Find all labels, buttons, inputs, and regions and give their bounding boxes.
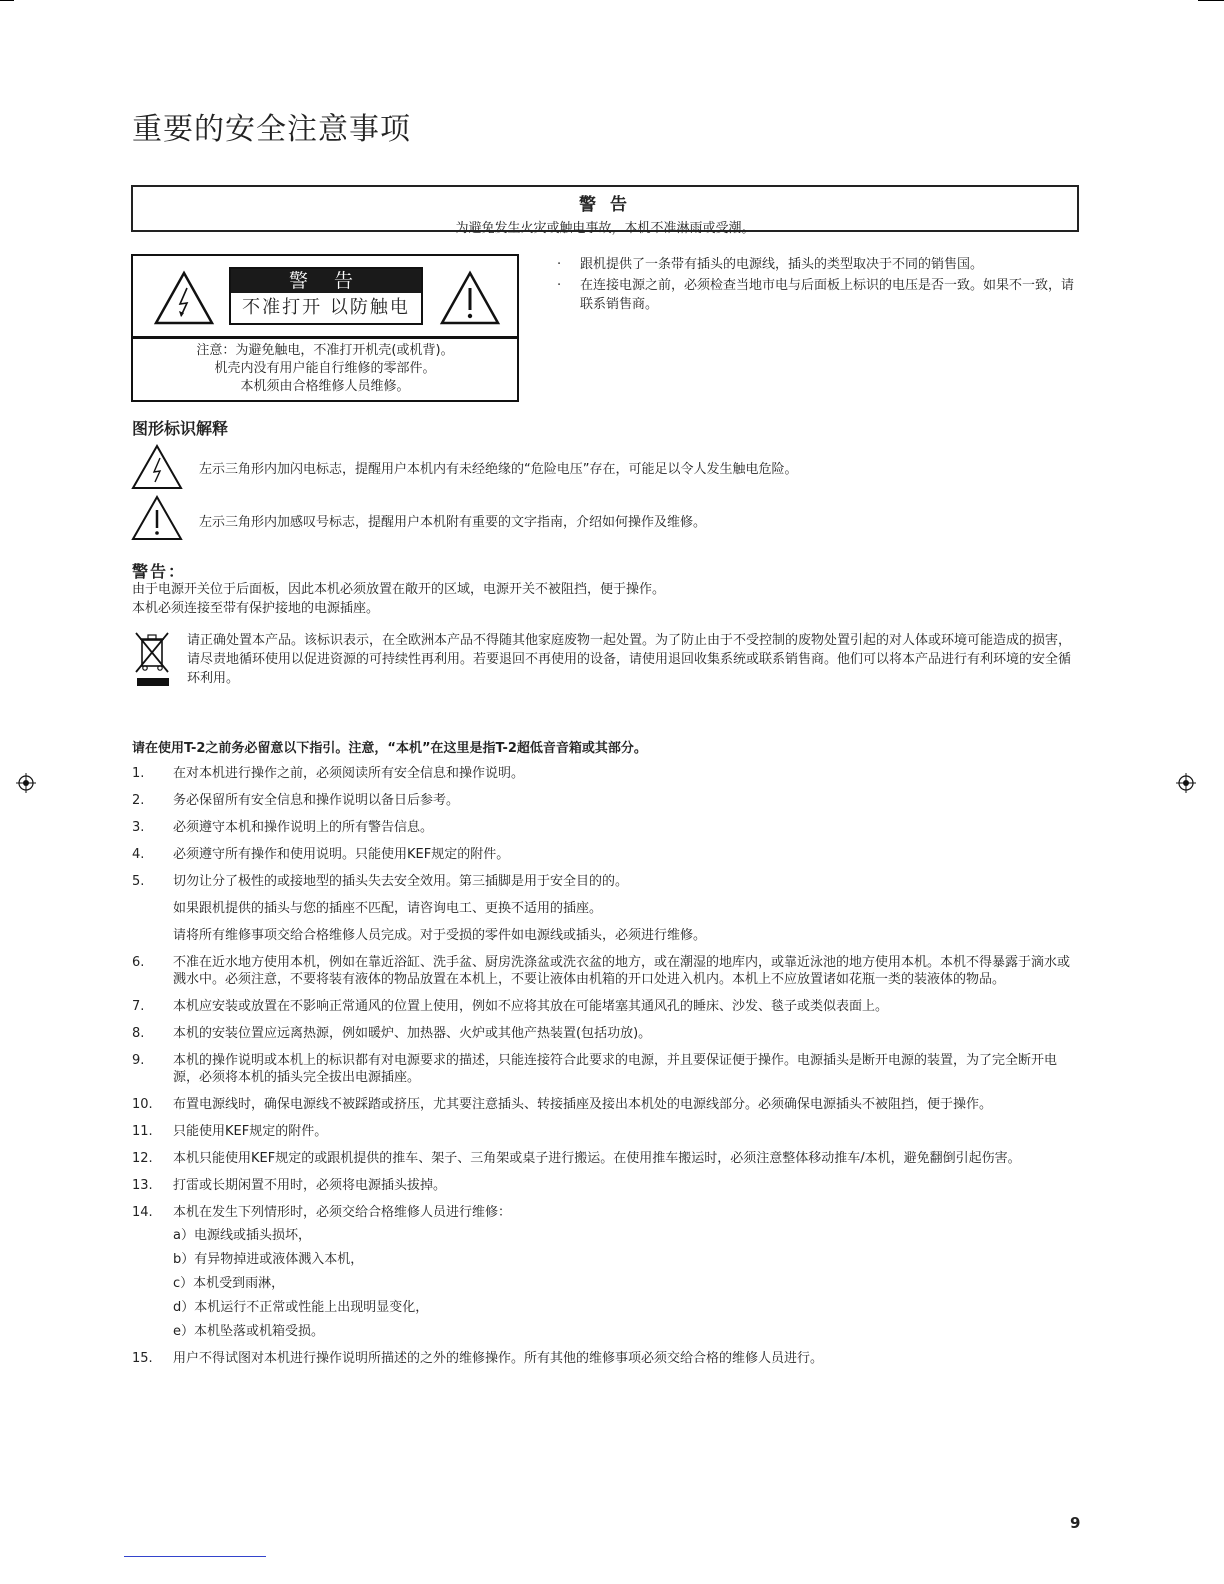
item-number: 10. (132, 1097, 153, 1112)
item-number: 13. (132, 1178, 153, 1193)
item-number: 2. (132, 793, 145, 808)
warning-box (131, 185, 1079, 236)
item-14-sub: b）有异物掉进或液体溅入本机， (173, 1252, 364, 1267)
warning-line: 由于电源开关位于后面板，因此本机必须放置在敞开的区域，电源开关不被阻挡，便于操作。 (132, 582, 666, 597)
item-text: 不准在近水地方使用本机，例如在靠近浴缸、洗手盆、厨房洗涤盆或洗衣盆的地方，或在潮湿的地库内，或靠近泳池的地方使用本机。本机不得暴露于滴水或溅水中。必须注意，不要将装有液体的物品放置在本机上，不要让液体由机箱的开口处进入机内。本机上不应放置诸如花瓶一类的装液体的物品。 (173, 955, 1071, 987)
caution-badge-header: 警 告 (231, 269, 421, 293)
symbol-lightning-row (131, 444, 1071, 490)
trim-mark (1198, 0, 1224, 1)
item-text: 本机在发生下列情形时，必须交给合格维修人员进行维修： (173, 1205, 512, 1220)
item-text: 打雷或长期闲置不用时，必须将电源插头拔掉。 (173, 1178, 447, 1193)
symbol-lightning-text: 左示三角形内加闪电标志，提醒用户本机内有未经绝缘的“危险电压”存在，可能足以令人发生触电危险。 (199, 462, 798, 477)
item-number: 9. (132, 1053, 145, 1068)
warning-box-text: 为避免发生火灾或触电事故，本机不准淋雨或受潮。 (455, 221, 755, 236)
weee-text: 请正确处置本产品。该标识表示，在全欧洲本产品不得随其他家庭废物一起处置。为了防止由于不受控制的废物处置引起的对人体或环境可能造成的损害，请尽责地循环使用以促进资源的可持续性再利用。若要退回不再使用的设备，请使用退回收集系统或联系销售商。他们可以将本产品进行有利环境的安全循环利用。 (187, 633, 1072, 686)
caution-line: 机壳内没有用户能自行维修的零部件。 (214, 361, 436, 376)
symbols-heading: 图形标识解释 (132, 419, 229, 438)
symbol-exclamation-text: 左示三角形内加感叹号标志，提醒用户本机附有重要的文字指南，介绍如何操作及维修。 (199, 515, 707, 530)
caution-line: 本机须由合格维修人员维修。 (240, 379, 410, 394)
instructions-intro: 请在使用T-2之前务必留意以下指引。注意，“本机”在这里是指T-2超低音音箱或其部分。 (132, 741, 647, 756)
list-item (132, 1204, 1072, 1221)
list-item (132, 954, 1072, 988)
page-title: 重要的安全注意事项 (132, 112, 411, 147)
item-text: 必须遵守本机和操作说明上的所有警告信息。 (173, 820, 434, 835)
item-text: 本机只能使用KEF规定的或跟机提供的推车、架子、三角架或桌子进行搬运。在使用推车搬运时，必须注意整体移动推车/本机，避免翻倒引起伤害。 (173, 1151, 1021, 1166)
safety-instructions-list (132, 765, 1072, 1377)
caution-label-top (133, 256, 517, 339)
list-item (132, 846, 1072, 863)
item-14-sub: a）电源线或插头损坏， (173, 1228, 311, 1243)
item-number: 6. (132, 955, 145, 970)
list-item (132, 819, 1072, 836)
item-5-note: 请将所有维修事项交给合格维修人员完成。对于受损的零件如电源线或插头，必须进行维修。 (173, 928, 707, 943)
item-14-sub: e）本机坠落或机箱受损。 (173, 1324, 324, 1339)
item-text: 布置电源线时，确保电源线不被踩踏或挤压，尤其要注意插头、转接插座及接出本机处的电源线部分。必须确保电源插头不被阻挡，便于操作。 (173, 1097, 993, 1112)
exclamation-triangle-icon (131, 495, 183, 541)
item-text: 只能使用KEF规定的附件。 (173, 1124, 328, 1139)
caution-badge-body: 不准打开 以防触电 (242, 297, 410, 318)
item-number: 1. (132, 766, 145, 781)
item-14-sub: d）本机运行不正常或性能上出现明显变化， (173, 1300, 429, 1315)
trim-mark (0, 0, 14, 1)
registration-mark-icon (16, 773, 36, 793)
list-item (132, 1177, 1072, 1194)
list-item (132, 873, 1072, 890)
page-number: 9 (1070, 1514, 1081, 1532)
item-text: 在对本机进行操作之前，必须阅读所有安全信息和操作说明。 (173, 766, 525, 781)
item-14-sub: c）本机受到雨淋， (173, 1276, 285, 1291)
bullet: · (557, 257, 562, 272)
item-text: 必须遵守所有操作和使用说明。只能使用KEF规定的附件。 (173, 847, 510, 862)
caution-badge (229, 267, 423, 325)
list-item (132, 792, 1072, 809)
weee-bin-icon (133, 630, 173, 688)
lightning-triangle-icon (131, 444, 183, 490)
item-number: 3. (132, 820, 145, 835)
bullet-text: 跟机提供了一条带有插头的电源线，插头的类型取决于不同的销售国。 (580, 257, 984, 272)
caution-line: 注意：为避免触电，不准打开机壳(或机背)。 (196, 343, 454, 358)
list-item (557, 255, 1082, 274)
item-text: 用户不得试图对本机进行操作说明所描述的之外的维修操作。所有其他的维修事项必须交给合格的维修人员进行。 (173, 1351, 824, 1366)
list-item (132, 1150, 1072, 1167)
registration-mark-icon (1176, 773, 1196, 793)
list-item (132, 1350, 1072, 1367)
caution-label (131, 254, 519, 402)
exclamation-triangle-icon (439, 270, 501, 326)
warning-text (132, 580, 665, 618)
item-text: 切勿让分了极性的或接地型的插头失去安全效用。第三插脚是用于安全目的的。 (173, 874, 629, 889)
power-cord-notes (557, 255, 1082, 316)
item-text: 本机的安装位置应远离热源，例如暖炉、加热器、火炉或其他产热装置(包括功放)。 (173, 1026, 652, 1041)
warning-line: 本机必须连接至带有保护接地的电源插座。 (132, 601, 380, 616)
item-number: 12. (132, 1151, 153, 1166)
bullet-text: 在连接电源之前，必须检查当地市电与后面板上标识的电压是否一致。如果不一致，请联系销售商。 (580, 278, 1075, 312)
symbol-exclamation-row (131, 495, 1071, 541)
list-item (132, 998, 1072, 1015)
item-number: 8. (132, 1026, 145, 1041)
warning-box-title: 警 告 (579, 195, 631, 215)
bullet: · (557, 278, 562, 293)
caution-lines (133, 342, 517, 396)
list-item (132, 1123, 1072, 1140)
list-item (132, 1025, 1072, 1042)
warning-heading: 警告： (132, 562, 187, 581)
list-item (132, 765, 1072, 782)
item-number: 11. (132, 1124, 153, 1139)
item-5-note: 如果跟机提供的插头与您的插座不匹配，请咨询电工、更换不适用的插座。 (173, 901, 603, 916)
list-item (557, 276, 1082, 314)
item-number: 5. (132, 874, 145, 889)
item-text: 本机应安装或放置在不影响正常通风的位置上使用，例如不应将其放在可能堵塞其通风孔的睡床、沙发、毯子或类似表面上。 (173, 999, 889, 1014)
item-number: 4. (132, 847, 145, 862)
item-number: 14. (132, 1205, 153, 1220)
item-text: 务必保留所有安全信息和操作说明以备日后参考。 (173, 793, 460, 808)
list-item (132, 1052, 1072, 1086)
item-number: 15. (132, 1351, 153, 1366)
item-number: 7. (132, 999, 145, 1014)
lightning-triangle-icon (153, 270, 215, 326)
item-text: 本机的操作说明或本机上的标识都有对电源要求的描述，只能连接符合此要求的电源，并且要保证便于操作。电源插头是断开电源的装置，为了完全断开电源，必须将本机的插头完全拔出电源插座。 (173, 1053, 1058, 1085)
list-item (132, 1096, 1072, 1113)
footer-rule (124, 1556, 266, 1557)
